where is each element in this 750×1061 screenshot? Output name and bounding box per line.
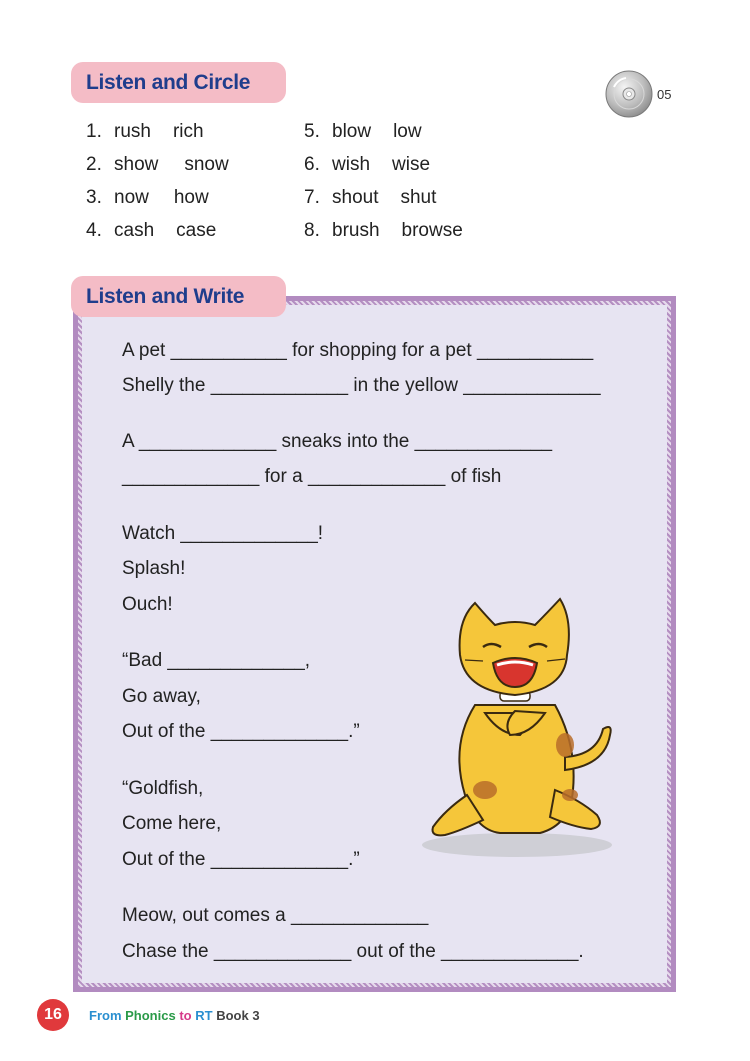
poem-line: Ouch! bbox=[122, 594, 173, 615]
fill-in-line: Meow, out comes a _____________ bbox=[122, 905, 429, 926]
fill-in-line: “Bad _____________, bbox=[122, 650, 311, 671]
fill-in-line: _____________ for a _____________ of fish bbox=[122, 466, 502, 487]
word-item: 5. blow low bbox=[304, 121, 422, 142]
fill-in-line: Watch _____________! bbox=[122, 523, 324, 544]
word-item: 2. show snow bbox=[86, 154, 229, 175]
book-title: From Phonics to RT Book 3 bbox=[89, 1008, 260, 1023]
fill-in-line: A _____________ sneaks into the _____________ bbox=[122, 431, 553, 452]
word-item: 8. brush browse bbox=[304, 220, 463, 241]
word-item: 6. wish wise bbox=[304, 154, 431, 175]
section-title-text: Listen and Circle bbox=[86, 70, 251, 94]
fill-in-line: Shelly the _____________ in the yellow _____________ bbox=[122, 375, 601, 396]
poem-line: Splash! bbox=[122, 558, 186, 579]
fill-in-line: Out of the _____________.” bbox=[122, 849, 360, 870]
track-number: 05 bbox=[657, 87, 672, 102]
fill-in-line: A pet ___________ for shopping for a pet ___________ bbox=[122, 340, 594, 361]
section-title-text: Listen and Write bbox=[86, 284, 245, 308]
word-item: 3. now how bbox=[86, 187, 209, 208]
page-number: 16 bbox=[37, 999, 69, 1031]
word-item: 1. rush rich bbox=[86, 121, 204, 142]
word-item: 4. cash case bbox=[86, 220, 217, 241]
poem-line: Come here, bbox=[122, 813, 222, 834]
poem-line: “Goldfish, bbox=[122, 778, 204, 799]
fill-in-line: Chase the _____________ out of the _____________. bbox=[122, 941, 584, 962]
section-title-listen-circle bbox=[71, 62, 286, 103]
fill-in-line: Out of the _____________.” bbox=[122, 721, 360, 742]
word-item: 7. shout shut bbox=[304, 187, 437, 208]
poem-line: Go away, bbox=[122, 686, 201, 707]
section-title-listen-write bbox=[71, 276, 286, 317]
